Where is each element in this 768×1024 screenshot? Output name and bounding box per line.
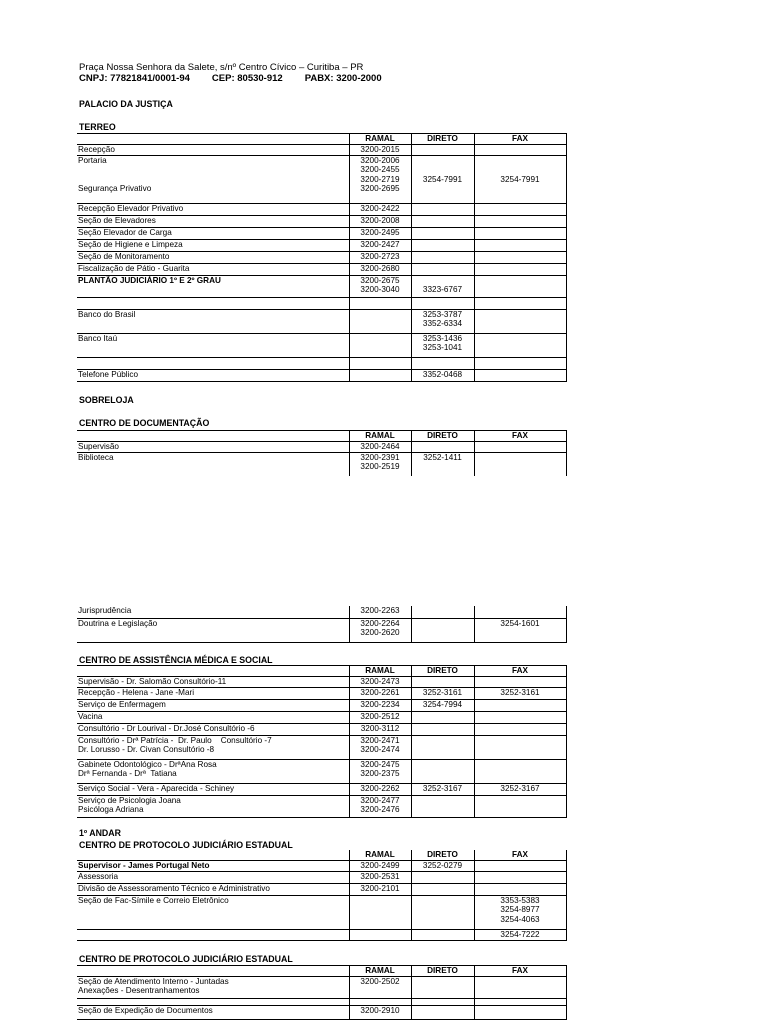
table-row [77,333,566,357]
cell-fax [474,711,566,723]
cell-name: Fiscalização de Pátio - Guarita [77,263,349,275]
cell-name: Recepção [77,144,349,155]
cell-ramal: 3200-2391 3200-2519 [349,452,411,476]
column-header-dr: DIRETO [411,134,474,145]
table-header [77,134,566,145]
cell-direto: 3252-0279 [411,860,474,871]
cell-fax [474,239,566,251]
cell-name: Jurisprudência [77,606,349,618]
table-row [77,735,566,759]
cell-direto [411,759,474,783]
cell-fax: 3254-1601 [474,618,566,642]
table-row [77,998,566,1005]
cell-ramal [349,309,411,333]
cell-direto [411,735,474,759]
heading-centro-documentacao: CENTRO DE DOCUMENTAÇÃO [79,418,210,428]
cell-direto [411,618,474,642]
cell-direto: 3252-1411 [411,452,474,476]
cell-name: Doutrina e Legislação [77,618,349,642]
cell-ramal: 3200-2531 [349,871,411,883]
table-row [77,860,566,871]
cell-ramal: 3200-2910 [349,1005,411,1019]
cell-direto [411,606,474,618]
cell-name [77,998,349,1005]
table-row [77,759,566,783]
cell-direto: 3253-3787 3352-6334 [411,309,474,333]
table-row [77,929,566,940]
table-row [77,227,566,239]
cell-ramal [349,297,411,309]
cell-fax: 3254-7222 [474,929,566,940]
cell-name: Banco Itaú [77,333,349,357]
column-header-nm [77,134,349,145]
table-row [77,309,566,333]
pabx: PABX: 3200-2000 [304,73,382,84]
cell-ramal [349,333,411,357]
cell-name: PLANTÃO JUDICIÁRIO 1º E 2º GRAU [77,275,349,297]
cell-name: Portaria Segurança Privativo [77,155,349,203]
cell-fax [474,723,566,735]
cell-fax [474,203,566,215]
cell-ramal: 3200-2261 [349,687,411,699]
cell-fax: 3353-5383 3254-8977 3254-4063 [474,895,566,929]
cell-name: Seção de Higiene e Limpeza [77,239,349,251]
cell-direto: 3352-0468 [411,369,474,381]
cell-fax [474,1005,566,1019]
table-row [77,452,566,476]
table-header [77,666,566,677]
cell-ramal: 3200-2006 3200-2455 3200-2719 3200-2695 [349,155,411,203]
cell-ramal [349,357,411,369]
cell-name: Seção de Monitoramento [77,251,349,263]
cell-direto [411,711,474,723]
heading-centro-assistencia: CENTRO DE ASSISTÊNCIA MÉDICA E SOCIAL [79,655,273,665]
table-row [77,883,566,895]
cell-direto [411,227,474,239]
cell-ramal [349,895,411,929]
cell-fax [474,227,566,239]
cell-fax [474,676,566,687]
cep: CEP: 80530-912 [211,73,283,84]
table-row [77,618,566,642]
cell-ramal: 3200-2475 3200-2375 [349,759,411,783]
cell-fax [474,144,566,155]
column-header-rm: RAMAL [349,850,411,860]
table-row [77,275,566,297]
table-row [77,699,566,711]
table-row [77,357,566,369]
cell-name: Seção Elevador de Carga [77,227,349,239]
cell-direto: 3253-1436 3253-1041 [411,333,474,357]
cell-ramal: 3200-2723 [349,251,411,263]
cell-name: Seção de Atendimento Interno - Juntadas Anexações - Desentranhamentos [77,976,349,998]
cell-name: Serviço de Enfermagem [77,699,349,711]
cell-ramal: 3200-3112 [349,723,411,735]
table-terreo [77,133,567,382]
cell-fax [474,735,566,759]
contact-line [79,73,404,84]
heading-palacio: PALACIO DA JUSTIÇA [79,99,173,109]
cell-ramal: 3200-2101 [349,883,411,895]
cell-fax [474,309,566,333]
table-row [77,606,566,618]
cell-fax [474,441,566,452]
address-line: Praça Nossa Senhora da Salete, s/nº Centro Cívico – Curitiba – PR [79,62,364,73]
table-row [77,441,566,452]
cell-ramal: 3200-2263 [349,606,411,618]
table-row [77,895,566,929]
column-header-dr: DIRETO [411,431,474,442]
cell-direto: 3252-3161 [411,687,474,699]
cell-name: Serviço de Psicologia Joana Psicóloga Adriana [77,795,349,817]
cell-fax [474,871,566,883]
cell-ramal: 3200-2499 [349,860,411,871]
column-header-nm [77,431,349,442]
cell-name: Supervisão - Dr. Salomão Consultório-11 [77,676,349,687]
cell-name: Recepção - Helena - Jane -Mari [77,687,349,699]
cell-ramal [349,998,411,1005]
cell-ramal: 3200-2495 [349,227,411,239]
cell-fax [474,251,566,263]
table-row [77,239,566,251]
cell-direto [411,1005,474,1019]
cell-direto [411,895,474,929]
cell-name: Vacina [77,711,349,723]
cell-fax [474,998,566,1005]
cell-fax [474,452,566,476]
cell-direto [411,203,474,215]
column-header-nm [77,850,349,860]
column-header-fx: FAX [474,966,566,977]
cell-name: Seção de Elevadores [77,215,349,227]
cell-ramal: 3200-2427 [349,239,411,251]
table-row [77,795,566,817]
table-row [77,203,566,215]
table-protocolo-2 [77,965,567,1020]
cell-direto [411,441,474,452]
table-row [77,723,566,735]
cell-ramal: 3200-2234 [349,699,411,711]
heading-sobreloja: SOBRELOJA [79,395,134,405]
table-row [77,871,566,883]
cell-direto [411,883,474,895]
cell-name: Biblioteca [78,452,114,462]
cell-direto [411,263,474,275]
cell-name: Supervisor - James Portugal Neto [77,860,349,871]
cell-direto [411,929,474,940]
cell-direto [411,251,474,263]
column-header-rm: RAMAL [349,666,411,677]
cell-name: Consultório - Dr Lourival - Dr.José Consultório -6 [77,723,349,735]
column-header-fx: FAX [474,850,566,860]
table-row [77,976,566,998]
cell-fax [474,606,566,618]
cell-name: Serviço Social - Vera - Aparecida - Schiney [77,783,349,795]
cell-direto [411,676,474,687]
cell-name: Seção de Fac-Símile e Correio Eletrônico [77,895,349,929]
table-protocolo-1 [77,850,567,941]
cell-direto [411,795,474,817]
cell-name [77,929,349,940]
cell-ramal: 3200-2680 [349,263,411,275]
table-row [77,251,566,263]
cell-direto [411,723,474,735]
cell-name [77,297,349,309]
heading-protocolo-1: CENTRO DE PROTOCOLO JUDICIÁRIO ESTADUAL [79,840,293,850]
heading-terreo: TERREO [79,122,116,132]
column-header-nm [77,666,349,677]
cell-fax [474,860,566,871]
cell-name: Consultório - Drª Patrícia - Dr. Paulo Consultório -7 Dr. Lorusso - Dr. Civan Consultório -8 [77,735,349,759]
table-row [77,783,566,795]
cell-ramal: 3200-2473 [349,676,411,687]
cell-direto [411,144,474,155]
cell-fax [474,333,566,357]
cell-name: Recepção Elevador Privativo [77,203,349,215]
cell-ramal: 3200-2262 [349,783,411,795]
cell-direto [411,976,474,998]
cell-direto [411,297,474,309]
cell-direto: 3254-7994 [411,699,474,711]
column-header-fx: FAX [474,431,566,442]
cell-ramal: 3200-2502 [349,976,411,998]
table-row [77,263,566,275]
cell-name: Gabinete Odontológico - DrªAna Rosa Drª Fernanda - Drª Tatiana [77,759,349,783]
cell-ramal: 3200-2264 3200-2620 [349,618,411,642]
cell-ramal: 3200-2015 [349,144,411,155]
table-row [77,215,566,227]
cell-direto: 3252-3167 [411,783,474,795]
table-row [77,676,566,687]
cell-direto: 3254-7991 [411,155,474,203]
cell-name [77,357,349,369]
cell-fax [474,883,566,895]
cell-fax [474,357,566,369]
cell-fax [474,297,566,309]
table-header [77,850,566,860]
cell-fax [474,369,566,381]
cell-direto [411,871,474,883]
column-header-dr: DIRETO [411,850,474,860]
column-header-fx: FAX [474,666,566,677]
cell-ramal: 3200-2675 3200-3040 [349,275,411,297]
table-row [77,369,566,381]
table-row [77,297,566,309]
cell-name: Assessoria [77,871,349,883]
cell-name: Seção de Expedição de Documentos [77,1005,349,1019]
cell-fax: 3252-3161 [474,687,566,699]
table-row [77,155,566,203]
cell-fax: 3252-3167 [474,783,566,795]
column-header-fx: FAX [474,134,566,145]
column-header-dr: DIRETO [411,966,474,977]
cell-ramal: 3200-2464 [349,441,411,452]
cell-ramal: 3200-2422 [349,203,411,215]
cell-ramal: 3200-2471 3200-2474 [349,735,411,759]
table-row [77,711,566,723]
cell-direto [411,215,474,227]
table-documentacao-cont [77,606,567,643]
cell-name: Banco do Brasil [77,309,349,333]
heading-primeiro-andar: 1º ANDAR [79,828,121,838]
table-header [77,966,566,977]
heading-protocolo-2: CENTRO DE PROTOCOLO JUDICIÁRIO ESTADUAL [79,954,293,964]
cnpj: CNPJ: 77821841/0001-94 [79,73,190,84]
cell-name: Telefone Público [77,369,349,381]
column-header-rm: RAMAL [349,966,411,977]
table-row [77,1005,566,1019]
cell-direto [411,357,474,369]
cell-name: Supervisão [77,441,349,452]
cell-fax: 3254-7991 [474,155,566,203]
cell-ramal [349,929,411,940]
table-assistencia [77,665,567,818]
cell-ramal: 3200-2512 [349,711,411,723]
cell-fax [474,263,566,275]
cell-ramal: 3200-2008 [349,215,411,227]
cell-ramal [349,369,411,381]
column-header-dr: DIRETO [411,666,474,677]
table-row [77,687,566,699]
cell-fax [474,699,566,711]
cell-fax [474,215,566,227]
table-header [77,431,566,442]
column-header-rm: RAMAL [349,431,411,442]
cell-direto [411,998,474,1005]
column-header-rm: RAMAL [349,134,411,145]
table-documentacao [77,430,567,476]
cell-fax [474,759,566,783]
cell-ramal: 3200-2477 3200-2476 [349,795,411,817]
column-header-nm [77,966,349,977]
address-block [79,62,404,84]
cell-name: Divisão de Assessoramento Técnico e Administrativo [77,883,349,895]
cell-direto [411,239,474,251]
cell-fax [474,275,566,297]
cell-fax [474,795,566,817]
table-row [77,144,566,155]
cell-direto: 3323-6767 [411,275,474,297]
cell-fax [474,976,566,998]
